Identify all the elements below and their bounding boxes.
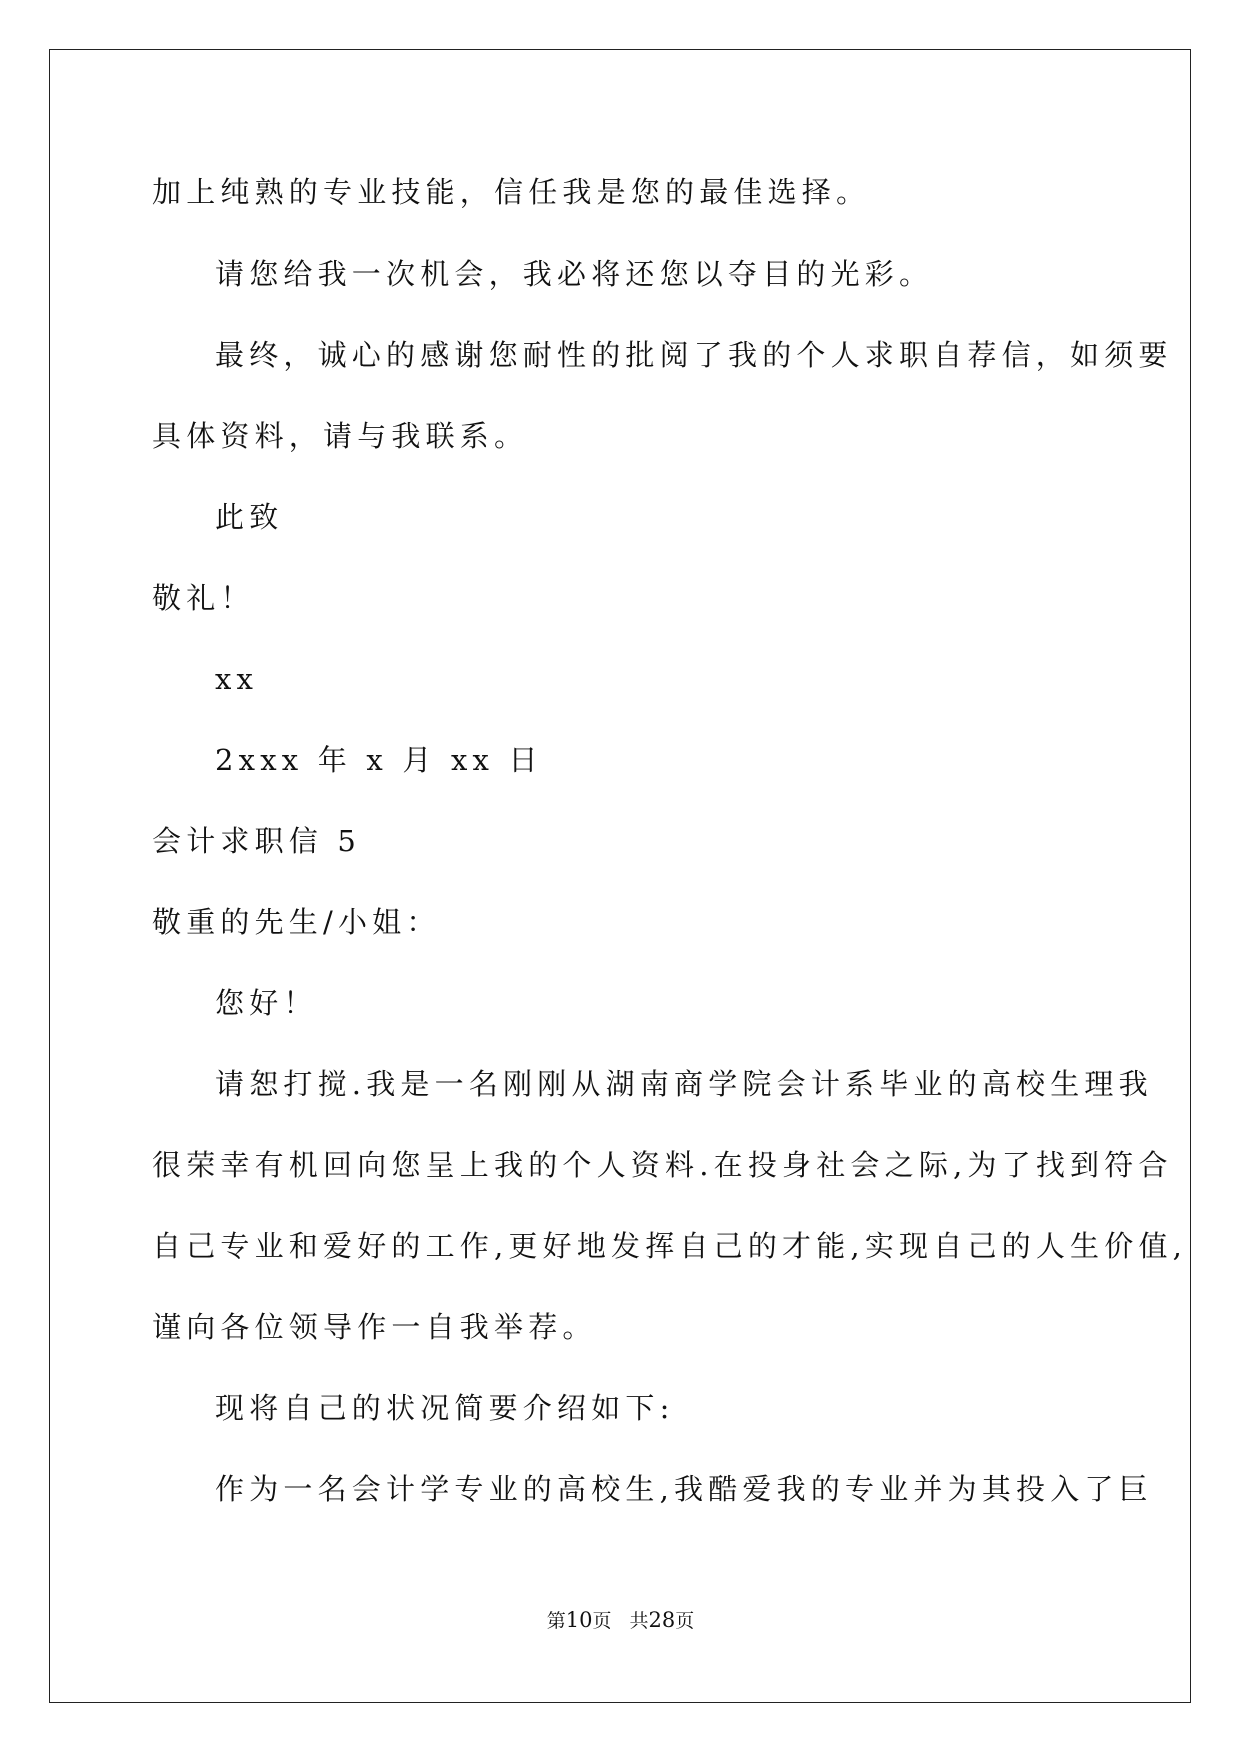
text-line-10: 敬重的先生/小姐： <box>152 905 441 939</box>
text-line-13: 很荣幸有机回向您呈上我的个人资料.在投身社会之际,为了找到符合 <box>152 1148 1173 1182</box>
page-number: 10 <box>565 1608 593 1632</box>
text-line-5: 此致 <box>215 500 284 534</box>
text-line-12: 请恕打搅.我是一名刚刚从湖南商学院会计系毕业的高校生理我 <box>215 1067 1153 1101</box>
text-line-8: 2xxx 年 x 月 xx 日 <box>215 743 543 777</box>
page-border <box>49 49 1191 1703</box>
total-pages: 28 <box>648 1608 676 1632</box>
text-line-17: 作为一名会计学专业的高校生,我酷爱我的专业并为其投入了巨 <box>215 1472 1153 1506</box>
text-line-2: 请您给我一次机会，我必将还您以夺目的光彩。 <box>215 257 934 291</box>
text-line-7: xx <box>215 662 259 696</box>
page-prefix: 第 <box>546 1610 566 1632</box>
section-heading: 会计求职信 5 <box>152 824 362 858</box>
text-line-15: 谨向各位领导作一自我举荐。 <box>152 1310 597 1344</box>
text-line-6: 敬礼！ <box>152 581 255 615</box>
text-line-4: 具体资料，请与我联系。 <box>152 419 529 453</box>
page-suffix: 页 <box>592 1610 612 1632</box>
text-line-14: 自己专业和爱好的工作,更好地发挥自己的才能,实现自己的人生价值, <box>152 1229 1188 1263</box>
text-line-16: 现将自己的状况简要介绍如下: <box>215 1391 675 1425</box>
text-line-11: 您好！ <box>215 986 318 1020</box>
text-line-1: 加上纯熟的专业技能，信任我是您的最佳选择。 <box>152 175 871 209</box>
text-line-3: 最终，诚心的感谢您耐性的批阅了我的个人求职自荐信，如须要 <box>215 338 1173 372</box>
total-suffix: 页 <box>675 1610 695 1632</box>
total-prefix: 共 <box>629 1610 649 1632</box>
page-footer <box>0 1608 1241 1633</box>
